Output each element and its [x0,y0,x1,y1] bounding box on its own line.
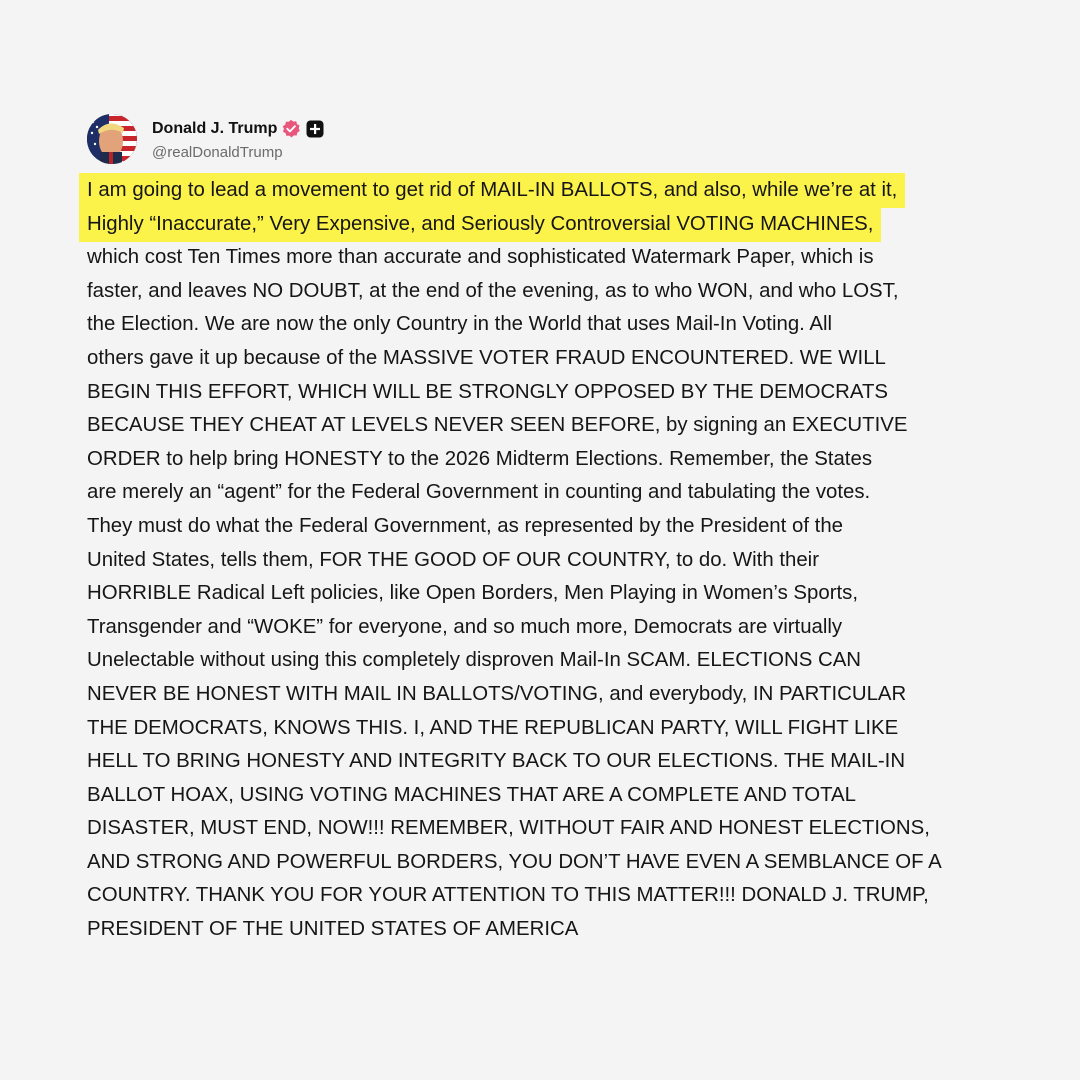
plus-badge-icon [306,120,324,138]
body-line: faster, and leaves NO DOUBT, at the end of the evening, as to who WON, and who LOST, [87,279,899,302]
body-line: BECAUSE THEY CHEAT AT LEVELS NEVER SEEN BEFORE, by signing an EXECUTIVE [87,414,908,437]
body-line: BALLOT HOAX, USING VOTING MACHINES THAT ARE A COMPLETE AND TOTAL [87,783,856,806]
highlighted-line-text: Highly “Inaccurate,” Very Expensive, and Seriously Controversial VOTING MACHINES, [87,212,874,235]
body-line: BEGIN THIS EFFORT, WHICH WILL BE STRONGLY OPPOSED BY THE DEMOCRATS [87,380,889,403]
body-line: United States, tells them, FOR THE GOOD OF OUR COUNTRY, to do. With their [87,548,819,571]
author-identity [152,117,324,161]
body-line: PRESIDENT OF THE UNITED STATES OF AMERICA [87,918,579,941]
body-line: They must do what the Federal Government, as represented by the President of the [87,514,843,537]
body-line: Transgender and “WOKE” for everyone, and so much more, Democrats are virtually [87,615,843,638]
name-row [152,117,324,141]
body-line: which cost Ten Times more than accurate and sophisticated Watermark Paper, which is [87,246,874,269]
body-line: DISASTER, MUST END, NOW!!! REMEMBER, WITHOUT FAIR AND HONEST ELECTIONS, [87,817,930,840]
body-line: others gave it up because of the MASSIVE VOTER FRAUD ENCOUNTERED. WE WILL [87,346,886,369]
verified-badge-icon [281,119,301,139]
body-line: AND STRONG AND POWERFUL BORDERS, YOU DON’T HAVE EVEN A SEMBLANCE OF A [87,850,942,873]
display-name[interactable]: Donald J. Trump [152,120,278,137]
body-line: ORDER to help bring HONESTY to the 2026 Midterm Elections. Remember, the States [87,447,873,470]
body-line: HORRIBLE Radical Left policies, like Open Borders, Men Playing in Women’s Sports, [87,582,859,605]
body-line: NEVER BE HONEST WITH MAIL IN BALLOTS/VOTING, and everybody, IN PARTICULAR [87,682,907,705]
avatar[interactable] [87,114,137,164]
body-line: HELL TO BRING HONESTY AND INTEGRITY BACK TO OUR ELECTIONS. THE MAIL-IN [87,750,906,773]
body-line: the Election. We are now the only Country in the World that uses Mail-In Voting. All [87,313,833,336]
post-body [87,174,1007,947]
avatar-image-icon [87,114,137,164]
post-card [87,113,1007,947]
body-line: are merely an “agent” for the Federal Government in counting and tabulating the votes. [87,481,871,504]
body-line: THE DEMOCRATS, KNOWS THIS. I, AND THE REPUBLICAN PARTY, WILL FIGHT LIKE [87,716,899,739]
highlighted-line-text: I am going to lead a movement to get rid of MAIL-IN BALLOTS, and also, while we’re at it, [87,179,898,201]
post-header [87,113,1007,165]
author-handle[interactable]: @realDonaldTrump [152,144,283,161]
highlighted-line [87,208,1007,242]
body-line: COUNTRY. THANK YOU FOR YOUR ATTENTION TO THIS MATTER!!! DONALD J. TRUMP, [87,884,929,907]
body-line: Unelectable without using this completely disproven Mail-In SCAM. ELECTIONS CAN [87,649,862,672]
highlighted-line [87,174,1007,208]
